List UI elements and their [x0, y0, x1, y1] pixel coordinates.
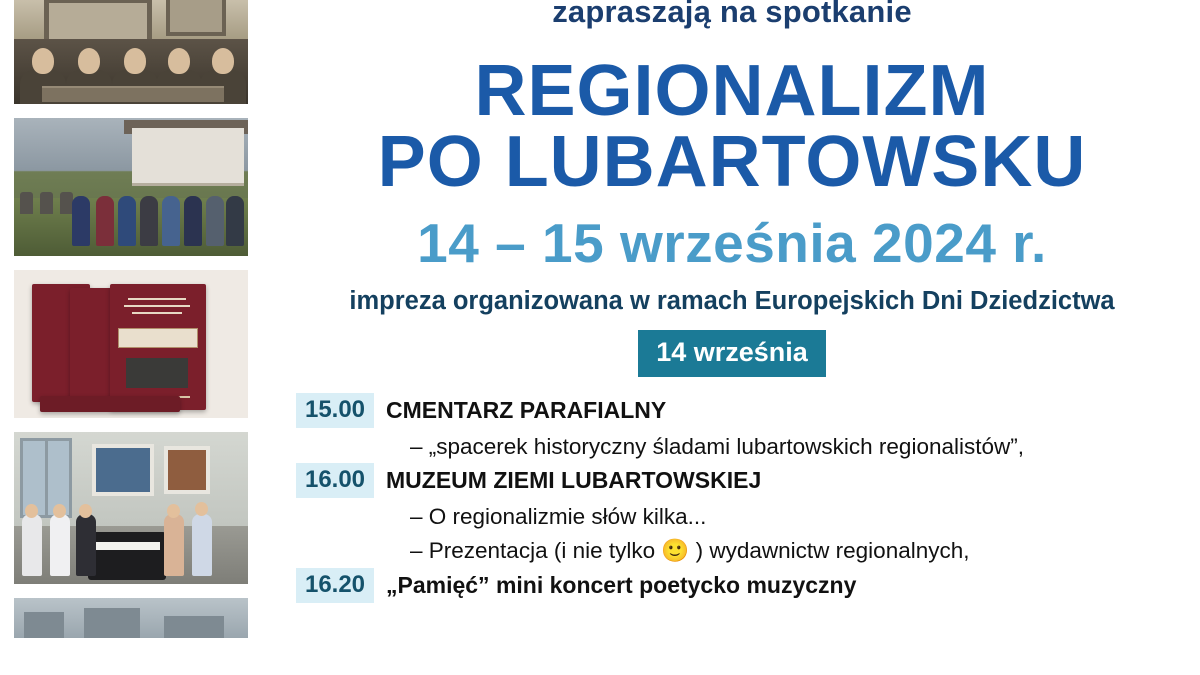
schedule-time: 15.00 — [296, 393, 374, 428]
photo4-person-head — [167, 504, 180, 518]
photo5-shape — [24, 612, 64, 638]
photo4-person — [164, 514, 184, 576]
photo-archival-group — [14, 0, 248, 104]
photo-cemetery-walk — [14, 118, 248, 256]
schedule-event: – Prezentacja (i nie tylko 🙂 ) wydawnictw regionalnych, — [410, 538, 970, 564]
photo2-church — [132, 128, 244, 186]
photo1-person-head — [78, 48, 100, 74]
schedule-row — [296, 500, 1174, 532]
schedule-list — [290, 393, 1174, 603]
schedule-row — [296, 430, 1174, 462]
event-subtitle: impreza organizowana w ramach Europejskich Dni Dziedzictwa — [349, 286, 1115, 315]
schedule-time — [296, 534, 374, 541]
photo4-person — [22, 514, 42, 576]
schedule-row — [296, 534, 1174, 566]
photo2-person — [140, 196, 158, 246]
invite-line: zapraszają na spotkanie — [552, 0, 912, 29]
photo5-shape — [164, 616, 224, 638]
photo2-gravestone — [40, 192, 53, 214]
photo4-person — [50, 514, 70, 576]
photo4-artwork — [92, 444, 154, 496]
photo1-table — [42, 86, 224, 102]
day-badge: 14 września — [638, 330, 826, 377]
photo4-person — [192, 514, 212, 576]
photo-strip — [0, 0, 262, 675]
schedule-time: 16.20 — [296, 568, 374, 603]
photo1-person-head — [168, 48, 190, 74]
photo-regional-books — [14, 270, 248, 418]
book-front-cover — [110, 284, 206, 410]
photo1-person-head — [212, 48, 234, 74]
schedule-row — [296, 568, 1174, 603]
photo2-person — [206, 196, 224, 246]
photo1-picture-frame — [44, 0, 152, 44]
photo4-person — [76, 514, 96, 576]
title-line-2: PO LUBARTOWSKU — [377, 122, 1087, 203]
photo5-shape — [84, 608, 140, 638]
photo4-person-head — [195, 502, 208, 516]
photo2-person — [162, 196, 180, 246]
photo-partial-bottom — [14, 598, 248, 638]
schedule-row — [296, 463, 1174, 498]
schedule-row — [296, 393, 1174, 428]
photo2-gravestone — [20, 192, 33, 214]
event-dates: 14 – 15 września 2024 r. — [417, 211, 1047, 274]
photo4-artwork-2 — [164, 446, 210, 494]
photo4-person-head — [25, 504, 38, 518]
photo2-person — [226, 196, 244, 246]
schedule-event: – O regionalizmie słów kilka... — [410, 504, 707, 530]
poster-content — [262, 0, 1200, 675]
photo2-person — [96, 196, 114, 246]
photo4-person-head — [53, 504, 66, 518]
title-line-1: REGIONALIZM — [474, 51, 990, 131]
schedule-event: „Pamięć” mini koncert poetycko muzyczny — [386, 571, 857, 598]
photo4-piano-keys — [94, 542, 160, 550]
photo4-piano — [88, 532, 166, 580]
photo1-person-head — [124, 48, 146, 74]
photo1-picture-frame-2 — [166, 0, 226, 36]
schedule-time — [296, 500, 374, 507]
book-lying — [40, 396, 180, 412]
schedule-time — [296, 430, 374, 437]
photo1-person-head — [32, 48, 54, 74]
photo2-person — [118, 196, 136, 246]
photo2-person — [72, 196, 90, 246]
photo4-person-head — [79, 504, 92, 518]
photo2-person — [184, 196, 202, 246]
schedule-event: MUZEUM ZIEMI LUBARTOWSKIEJ — [386, 467, 762, 494]
schedule-event: – „spacerek historyczny śladami lubartowskich regionalistów”, — [410, 433, 1024, 459]
schedule-time: 16.00 — [296, 463, 374, 498]
schedule-event: CMENTARZ PARAFIALNY — [386, 396, 667, 423]
photo-students-piano — [14, 432, 248, 584]
page-title — [290, 51, 1174, 203]
